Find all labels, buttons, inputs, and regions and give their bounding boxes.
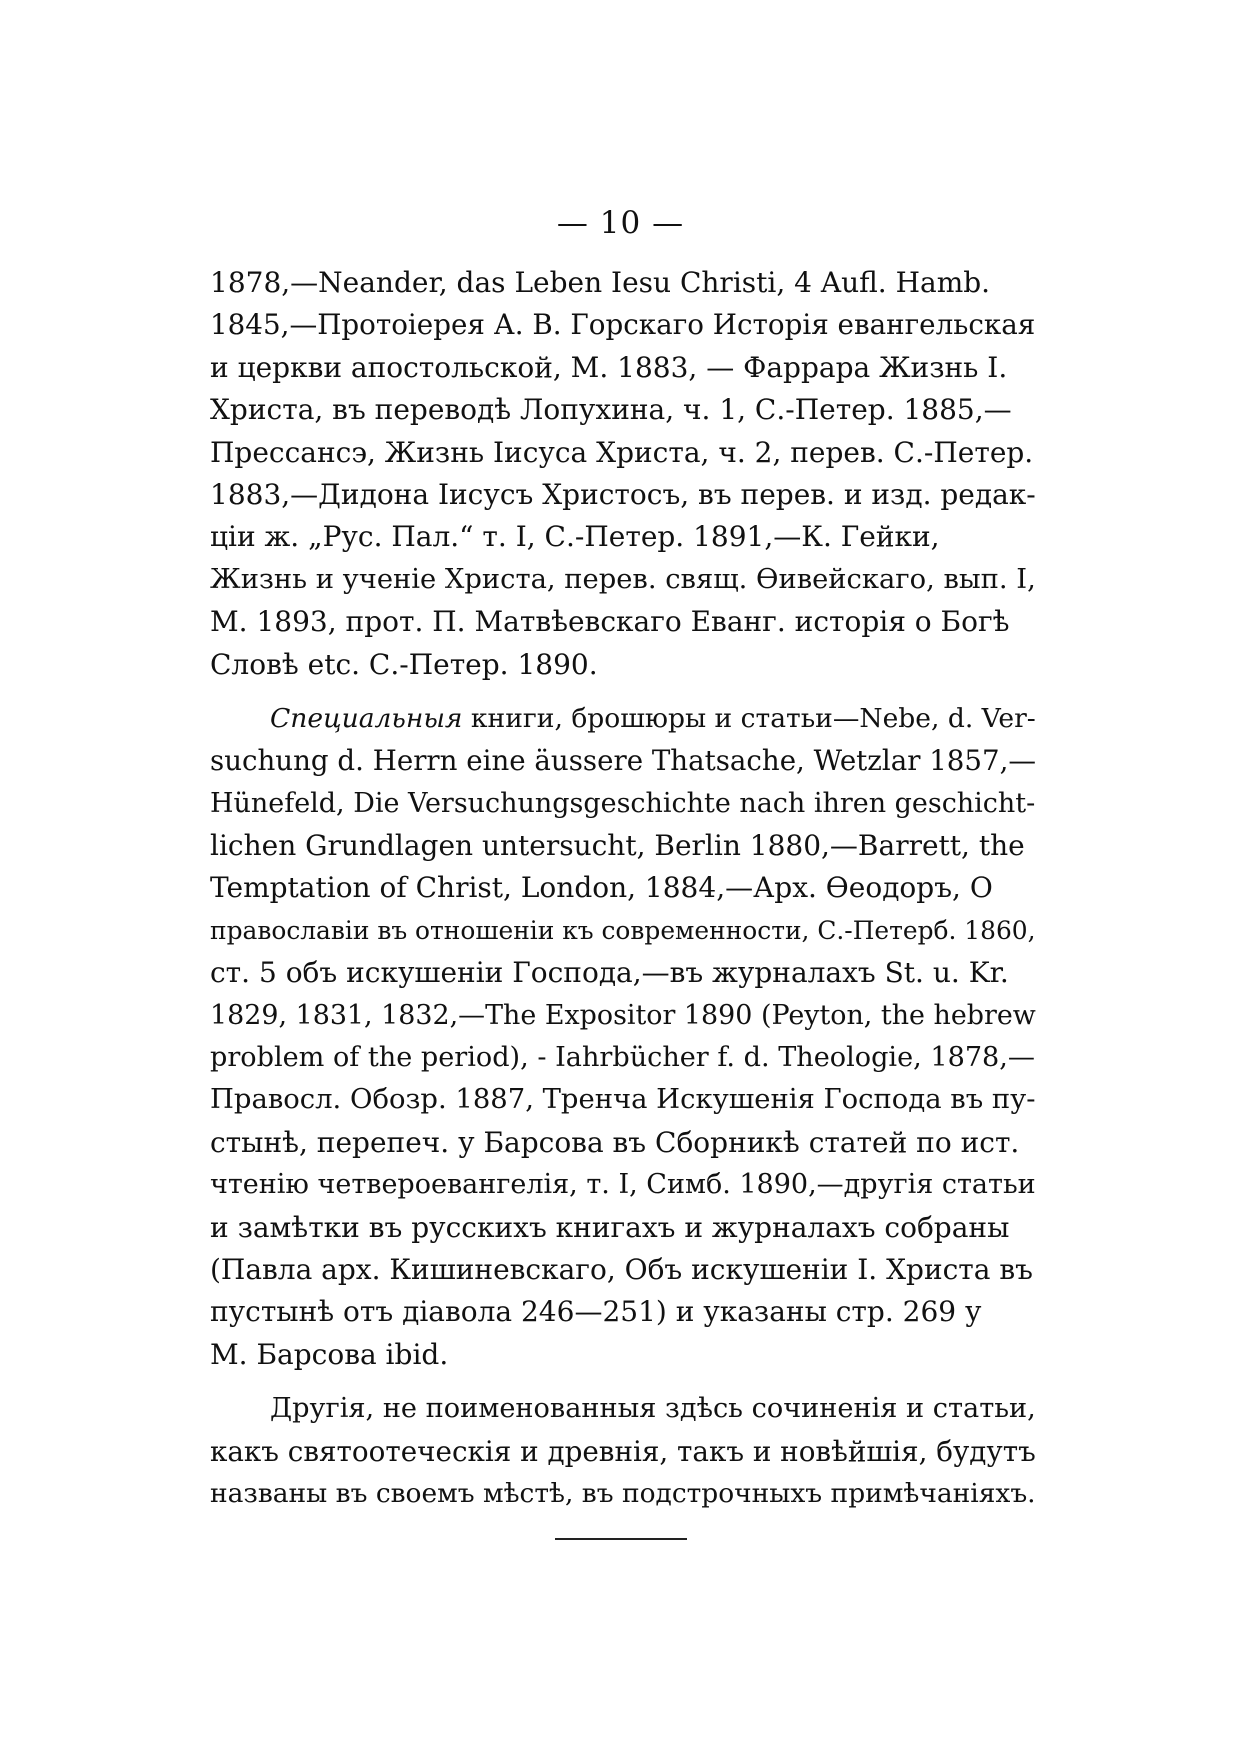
page-number: — 10 — — [556, 205, 685, 241]
text-line: lichen Grundlagen untersucht, Berlin 1880,—Barrett, the — [210, 829, 1025, 863]
text-line: Прессансэ, Жизнь Iисуса Христа, ч. 2, перев. С.-Петер. — [210, 435, 1034, 469]
text-line: чтенiю четвероевангелiя, т. I, Симб. 1890,—другiя статьи — [210, 1169, 1036, 1201]
text-line: Temptation of Christ, London, 1884,—Арх. Ѳеодоръ, О — [210, 871, 993, 905]
text-line: цiи ж. „Рус. Пал.“ т. I, С.-Петер. 1891,—К. Гейки, — [210, 520, 940, 554]
text-line: М. Барсова ibid. — [210, 1337, 449, 1371]
text-line: 1845,—Протоiерея А. В. Горскаго Исторiя евангельская — [210, 308, 1036, 342]
end-rule — [555, 1538, 687, 1540]
text-line: и замѣтки въ русскихъ книгахъ и журналахъ собраны — [210, 1210, 1010, 1244]
paragraph-first-line: Другiя, не поименованныя здѣсь сочиненiя и статьи, — [270, 1393, 1036, 1425]
paragraph-gap — [210, 686, 1040, 698]
text-line: Жизнь и ученiе Христа, перев. свящ. Ѳивейскаго, вып. I, — [210, 563, 1036, 595]
text-line: ст. 5 объ искушенiи Господа,—въ журналахъ St. u. Kr. — [210, 956, 1009, 990]
text-line: Правосл. Обозр. 1887, Тренча Искушенiя Господа въ пу- — [210, 1084, 1036, 1116]
text-line: Словѣ etc. С.-Петер. 1890. — [210, 647, 598, 681]
text-line: какъ святоотеческiя и древнiя, такъ и новѣйшiя, будутъ — [210, 1434, 1036, 1468]
text-line: 1878,—Neander, das Leben Iesu Christi, 4 Aufl. Hamb. — [210, 266, 991, 299]
text-line: православiи въ отношенiи къ современности, С.-Петерб. 1860, — [210, 915, 1036, 945]
text-line: 1829, 1831, 1832,—The Expositor 1890 (Peyton, the hebrew — [210, 999, 1036, 1031]
text-line: Христа, въ переводѣ Лопухина, ч. 1, С.-Петер. 1885,— — [210, 393, 1012, 427]
text-line: suchung d. Herrn eine äussere Thatsache, Wetzlar 1857,— — [210, 744, 1037, 778]
emphasis-word: Специальныя — [270, 702, 463, 734]
text-line: пустынѣ отъ дiавола 246—251) и указаны стр. 269 у — [210, 1295, 982, 1329]
text-line: problem of the period), - Iahrbücher f. d. Theologie, 1878,— — [210, 1042, 1035, 1074]
text-line: М. 1893, прот. П. Матвѣевскаго Еванг. исторiя о Богѣ — [210, 605, 1010, 639]
text-line: стынѣ, перепеч. у Барсова въ Сборникѣ статей по ист. — [210, 1125, 1020, 1159]
paragraph-first-line: Специальныя книги, брошюры и статьи—Nebe, d. Ver- — [270, 702, 1036, 734]
text-line: 1883,—Дидона Iисусъ Христосъ, въ перев. и изд. редак- — [210, 477, 1036, 511]
text-line: (Павла арх. Кишиневскаго, Объ искушенiи I. Христа въ — [210, 1252, 1033, 1286]
main-text — [210, 262, 1040, 1515]
text-line: Hünefeld, Die Versuchungsgeschichte nach ihren geschicht- — [210, 787, 1036, 819]
paragraph-gap — [210, 1376, 1040, 1388]
text-line: названы въ своемъ мѣстѣ, въ подстрочныхъ примѣчанiяхъ. — [210, 1477, 1036, 1509]
text-line: и церкви апостольской, М. 1883, — Фаррара Жизнь I. — [210, 350, 1008, 384]
